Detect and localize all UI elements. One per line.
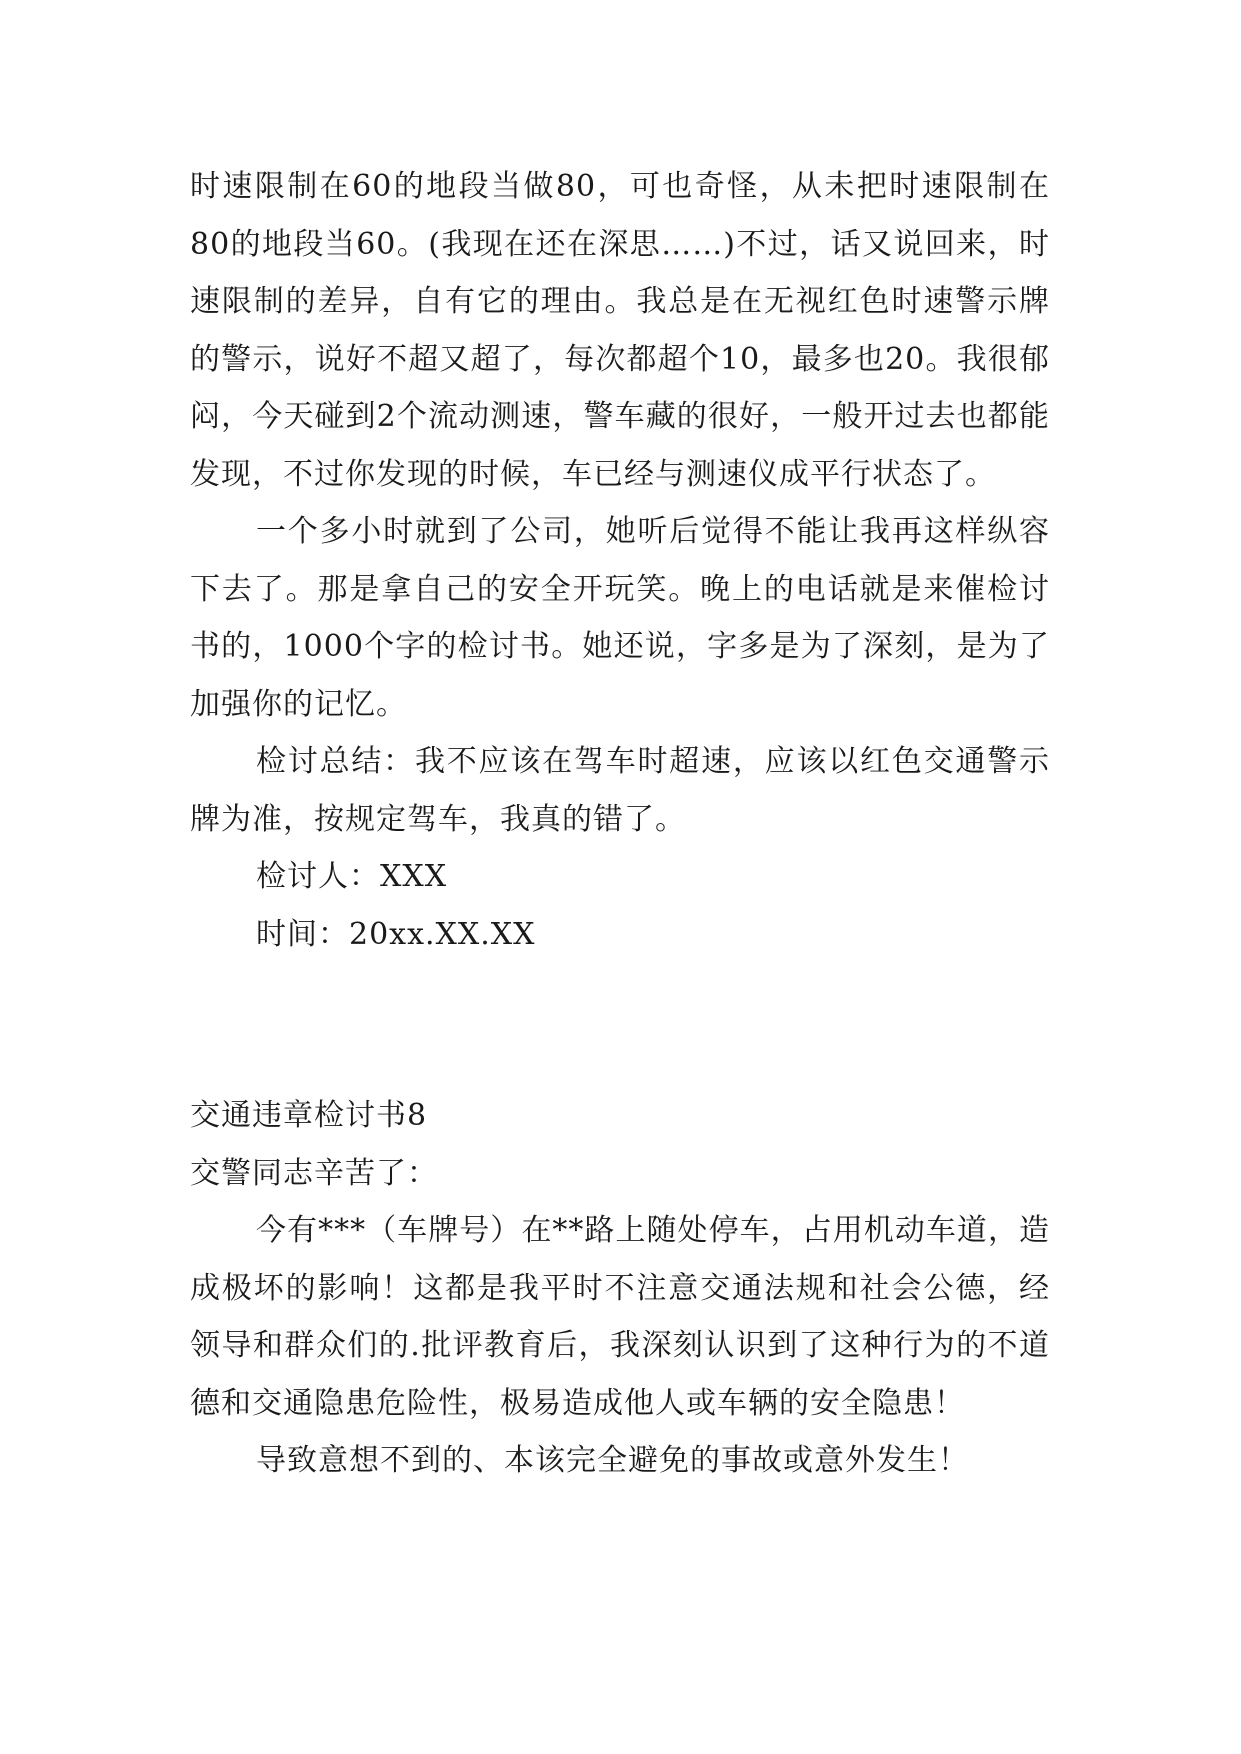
body-paragraph: 一个多小时就到了公司，她听后觉得不能让我再这样纵容下去了。那是拿自己的安全开玩笑。晚上的电话就是来催检讨书的，1000个字的检讨书。她还说，字多是为了深刻，是为了加强你的记忆。 bbox=[190, 514, 1050, 722]
body-paragraph: 导致意想不到的、本该完全避免的事故或意外发生！ bbox=[256, 1443, 969, 1478]
date-line: 时间：20xx.XX.XX bbox=[256, 916, 536, 952]
body-paragraph: 时速限制在60的地段当做80，可也奇怪，从未把时速限制在80的地段当60。(我现在还在深思……)不过，话又说回来，时速限制的差异，自有它的理由。我总是在无视红色时速警示牌的警示，说好不超又超了，每次都超个10，最多也20。我很郁闷，今天碰到2个流动测速，警车藏的很好，一般开过去也都能发现，不过你发现的时候，车已经与测速仪成平行状态了。 bbox=[190, 169, 1050, 492]
letter-body-continued bbox=[190, 158, 1050, 963]
letter-title: 交通违章检讨书8 bbox=[190, 1098, 428, 1133]
letter-8 bbox=[190, 1087, 1050, 1490]
summary-paragraph: 检讨总结：我不应该在驾车时超速，应该以红色交通警示牌为准，按规定驾车，我真的错了。 bbox=[190, 744, 1050, 837]
signer-line: 检讨人：XXX bbox=[256, 859, 448, 894]
body-paragraph: 今有***（车牌号）在**路上随处停车，占用机动车道，造成极坏的影响！这都是我平时不注意交通法规和社会公德，经领导和群众们的.批评教育后，我深刻认识到了这种行为的不道德和交通隐患危险性，极易造成他人或车辆的安全隐患！ bbox=[190, 1213, 1050, 1421]
salutation: 交警同志辛苦了： bbox=[190, 1155, 438, 1191]
